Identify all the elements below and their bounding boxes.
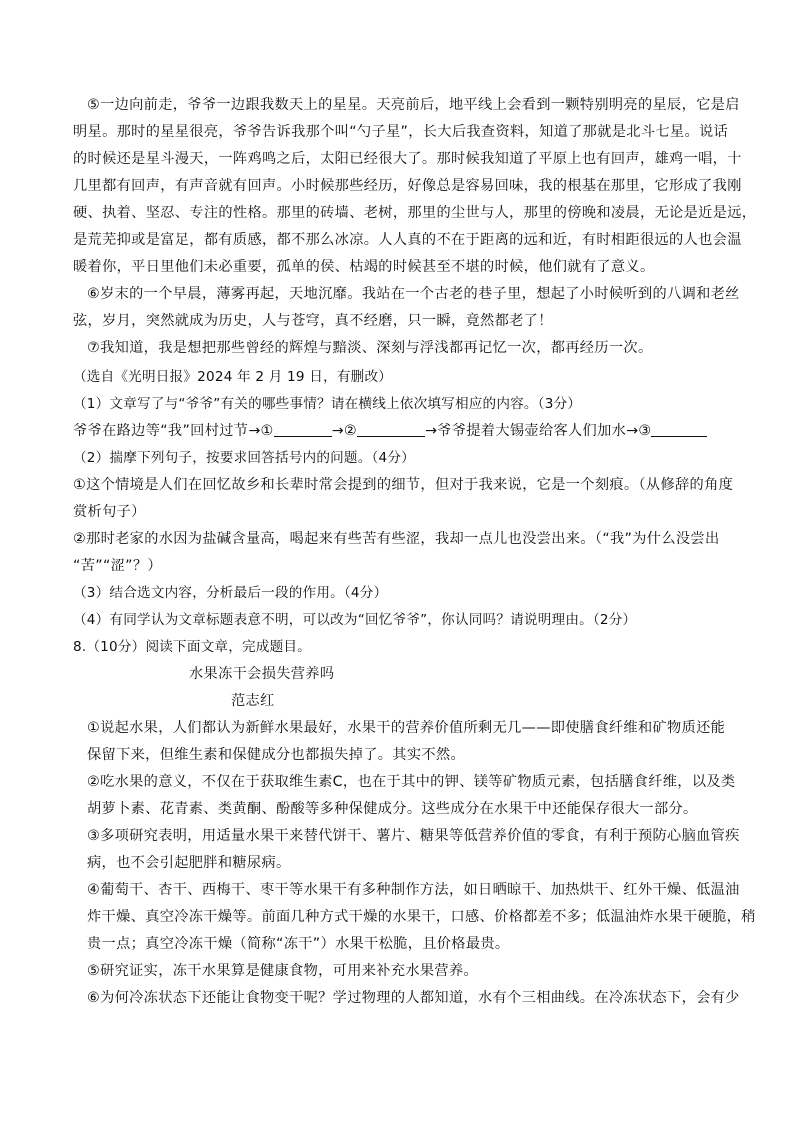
a-p1-line-2: 保留下来，但维生素和保健成分也都损失掉了。其实不然。 [87,747,465,763]
article-author: 范志红 [231,693,275,709]
article-title: 水果冻干会损失营养吗 [189,666,335,682]
a-p4-line-1: ④葡萄干、杏干、西梅干、枣干等水果干有多种制作方法，如日晒晾干、加热烘干、红外干燥、低温油 [87,882,740,898]
question-2b-line-2: “苦”“涩”？） [73,558,162,574]
p5-line-3: 的时候还是星斗漫天，一阵鸡鸣之后，太阳已经很大了。那时候我知道了平原上也有回声，雄鸡一唱，十 [73,151,742,167]
question-4: （4）有同学认为文章标题表意不明，可以改为“回忆爷爷”，你认同吗？请说明理由。（2分） [73,612,637,628]
question-3: （3）结合选文内容，分析最后一段的作用。（4分） [73,585,388,601]
fill-text-1: 爷爷在路边等“我”回村过节→① [73,423,274,439]
a-p4-line-2: 炸干燥、真空冷冻干燥等。前面几种方式干燥的水果干，口感、价格都差不多；低温油炸水果干硬脆，稍 [87,909,756,925]
answer-blank-2[interactable] [357,422,425,437]
a-p3-line-2: 病，也不会引起肥胖和糖尿病。 [87,855,291,871]
a-p1-line-1: ①说起水果，人们都认为新鲜水果最好，水果干的营养价值所剩无几——即使膳食纤维和矿物质还能 [87,720,726,736]
a-p2-line-2: 胡萝卜素、花青素、类黄酮、酚酸等多种保健成分。这些成分在水果干中还能保存很大一部分。 [87,801,698,817]
p5-line-5: 硬、执着、坚忍、专注的性格。那里的砖墙、老树，那里的尘世与人，那里的傍晚和凌晨，无论是近是远， [73,205,757,221]
question-1-fill-line [73,421,723,441]
question-2b-line-1: ②那时老家的水因为盐碱含量高，喝起来有些苦有些涩，我却一点儿也没尝出来。（“我”为什么没尝出 [73,531,720,547]
a-p5-line: ⑤研究证实，冻干水果算是健康食物，可用来补充水果营养。 [87,963,479,979]
p6-line-1: ⑥岁末的一个早晨，薄雾再起，天地沉靡。我站在一个古老的巷子里，想起了小时候听到的八调和老丝 [87,286,740,302]
fill-text-2: →② [331,423,357,439]
question-2: （2）揣摩下列句子，按要求回答括号内的问题。（4分） [73,450,415,466]
question-2a-line-2: 赏析句子） [73,504,146,520]
p5-line-2: 明星。那时的星星很亮，爷爷告诉我那个叫“勺子星”，长大后我查资料，知道了那就是北斗七星。说话 [73,124,729,140]
a-p2-line-1: ②吃水果的意义，不仅在于获取维生素C，也在于其中的钾、镁等矿物质元素，包括膳食纤维，以及类 [87,774,736,790]
p5-line-1: ⑤一边向前走，爷爷一边跟我数天上的星星。天亮前后，地平线上会看到一颗特别明亮的星辰，它是启 [87,97,740,113]
a-p3-line-1: ③多项研究表明，用适量水果干来替代饼干、薯片、糖果等低营养价值的零食，有利于预防心脑血管疾 [87,828,740,844]
fill-text-3: →爷爷提着大锡壶给客人们加水→③ [424,423,652,439]
question-8-heading: 8.（10分）阅读下面文章，完成题目。 [73,639,311,655]
source-note: （选自《光明日报》2024 年 2 月 19 日，有删改） [73,369,393,385]
answer-blank-3[interactable] [651,422,707,437]
p5-line-4: 几里都有回声，有声音就有回声。小时候那些经历，好像总是容易回味，我的根基在那里，它形成了我刚 [73,178,742,194]
question-1: （1）文章写了与“爷爷”有关的哪些事情？请在横线上依次填写相应的内容。（3分） [73,396,582,412]
p5-line-6: 是荒芜抑或是富足，都有质感，都不那么冰凉。人人真的不在于距离的远和近，有时相距很远的人也会温 [73,232,742,248]
a-p6-line: ⑥为何冷冻状态下还能让食物变干呢？学过物理的人都知道，水有个三相曲线。在冷冻状态下，会有少 [87,990,740,1006]
p5-line-7: 暖着你，平日里他们未必重要，孤单的侯、枯竭的时候甚至不堪的时候，他们就有了意义。 [73,259,655,275]
answer-blank-1[interactable] [274,422,332,437]
p6-line-2: 弦，岁月，突然就成为历史，人与苍穹，真不经磨，只一瞬，竟然都老了！ [73,313,553,329]
a-p4-line-3: 贵一点；真空冷冻干燥（简称“冻干”）水果干松脆，且价格最贵。 [87,936,510,952]
p7-line: ⑦我知道，我是想把那些曾经的辉煌与黯淡、深刻与浮浅都再记忆一次，都再经历一次。 [87,340,653,356]
question-2a-line-1: ①这个情境是人们在回忆故乡和长辈时常会提到的细节，但对于我来说，它是一个刻痕。（从修辞的角度 [73,477,734,493]
